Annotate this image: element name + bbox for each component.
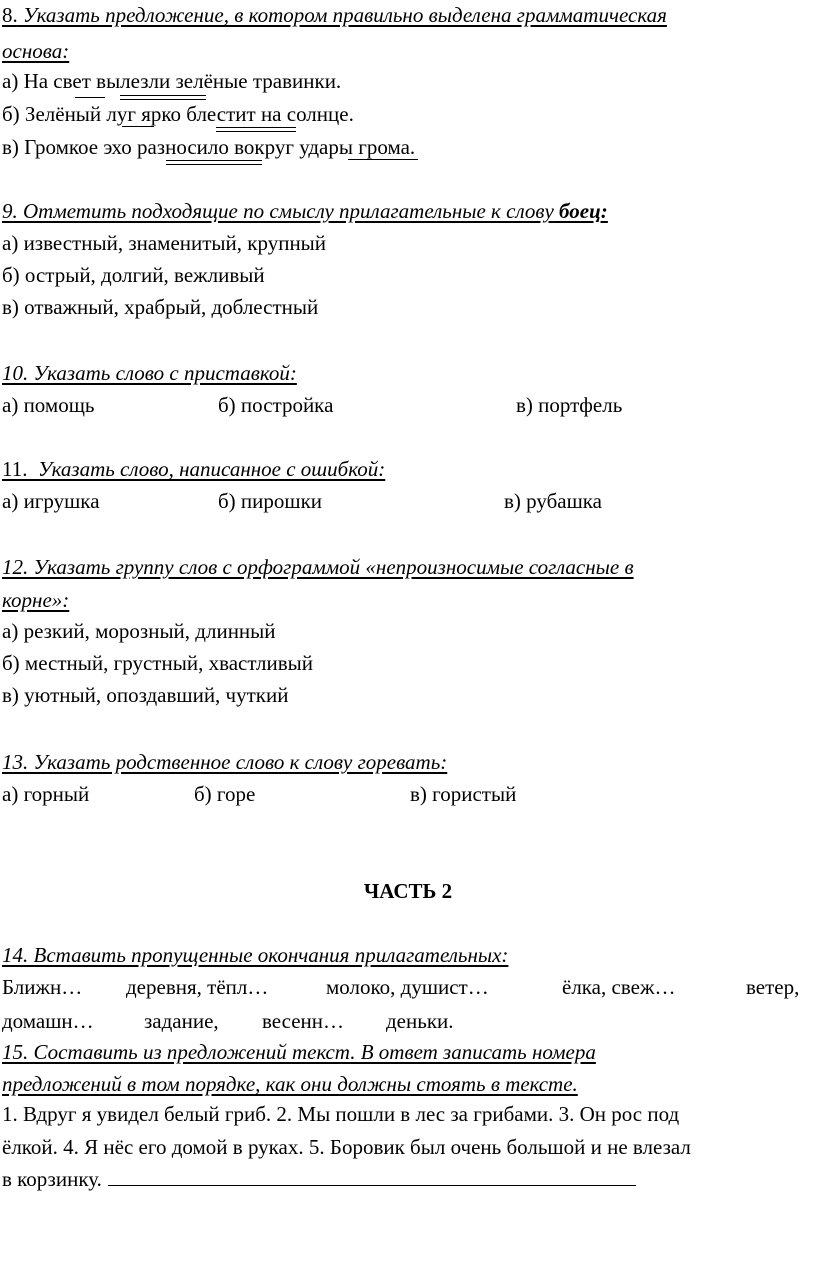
- q15-text-line3-text: в корзинку.: [2, 1167, 102, 1191]
- q14-word-4: ёлка, свеж…: [562, 975, 676, 999]
- q12-option-c: в) уютный, опоздавший, чуткий: [2, 683, 289, 707]
- q14-word-7: задание,: [144, 1009, 219, 1033]
- q8-title-text: Указать предложение, в котором правильно выделена грамматическая: [23, 3, 667, 27]
- q8-title-line2: основа:: [2, 39, 70, 63]
- q10-option-b: б) постройка: [218, 393, 334, 417]
- q8-option-a: а) На свет вылезли зелёные травинки.: [2, 69, 342, 93]
- q8-title-line1: [2, 2, 667, 28]
- q8-option-b: б) Зелёный луг ярко блестит на солнце.: [2, 102, 354, 126]
- part2-heading: ЧАСТЬ 2: [363, 879, 453, 903]
- q14-word-8: весенн…: [262, 1009, 345, 1033]
- q9-title-text: 9. Отметить подходящие по смыслу прилагательные к слову: [2, 199, 554, 223]
- predicate-underline-c: [166, 160, 262, 165]
- q11-number: 11.: [2, 457, 28, 481]
- q13-title: 13. Указать родственное слово к слову горевать:: [2, 750, 448, 774]
- q9-option-b: б) острый, долгий, вежливый: [2, 263, 265, 287]
- q9-title: [2, 198, 608, 224]
- q14-word-2: деревня, тёпл…: [126, 975, 269, 999]
- q15-text-line3: [2, 1166, 636, 1192]
- q15-title-line1: 15. Составить из предложений текст. В ответ записать номера: [2, 1040, 596, 1064]
- q15-title-line2: предложений в том порядке, как они должны стоять в тексте.: [2, 1072, 578, 1096]
- q8-option-c: в) Громкое эхо разносило вокруг удары грома.: [2, 135, 416, 159]
- subject-underline-b: [122, 126, 154, 127]
- q12-title-line1: 12. Указать группу слов с орфограммой «непроизносимые согласные в: [2, 555, 634, 579]
- q12-title-line2: корне»:: [2, 588, 70, 612]
- q9-option-c: в) отважный, храбрый, доблестный: [2, 295, 319, 319]
- q9-option-a: а) известный, знаменитый, крупный: [2, 231, 327, 255]
- q11-option-a: а) игрушка: [2, 489, 100, 513]
- q13-option-b: б) горе: [194, 782, 256, 806]
- q10-option-a: а) помощь: [2, 393, 95, 417]
- q10-title: 10. Указать слово с приставкой:: [2, 361, 297, 385]
- q14-word-1: Ближн…: [2, 975, 83, 999]
- q14-title: 14. Вставить пропущенные окончания прилагательных:: [2, 943, 509, 967]
- q14-word-3: молоко, душист…: [326, 975, 489, 999]
- predicate-underline-b: [216, 127, 296, 132]
- q14-word-5: ветер,: [746, 975, 800, 999]
- predicate-underline-a: [120, 95, 206, 100]
- q11-option-c: в) рубашка: [504, 489, 602, 513]
- subject-underline-a: [75, 97, 105, 98]
- q9-keyword: боец:: [559, 199, 608, 223]
- q12-option-b: б) местный, грустный, хвастливый: [2, 651, 313, 675]
- q10-option-c: в) портфель: [516, 393, 623, 417]
- q15-answer-blank[interactable]: [108, 1167, 636, 1186]
- q11-title: [2, 456, 385, 482]
- q13-option-a: а) горный: [2, 782, 90, 806]
- subject-underline-c: [348, 159, 418, 160]
- q13-option-c: в) гористый: [410, 782, 517, 806]
- q15-text-line1: 1. Вдруг я увидел белый гриб. 2. Мы пошли в лес за грибами. 3. Он рос под: [2, 1102, 680, 1126]
- q12-option-a: а) резкий, морозный, длинный: [2, 619, 276, 643]
- q14-word-9: деньки.: [386, 1009, 454, 1033]
- q8-number: 8.: [2, 3, 18, 27]
- q15-text-line2: ёлкой. 4. Я нёс его домой в руках. 5. Боровик был очень большой и не влезал: [2, 1135, 691, 1159]
- q14-word-6: домашн…: [2, 1009, 94, 1033]
- q11-option-b: б) пирошки: [218, 489, 323, 513]
- q11-title-text: Указать слово, написанное с ошибкой:: [37, 457, 386, 481]
